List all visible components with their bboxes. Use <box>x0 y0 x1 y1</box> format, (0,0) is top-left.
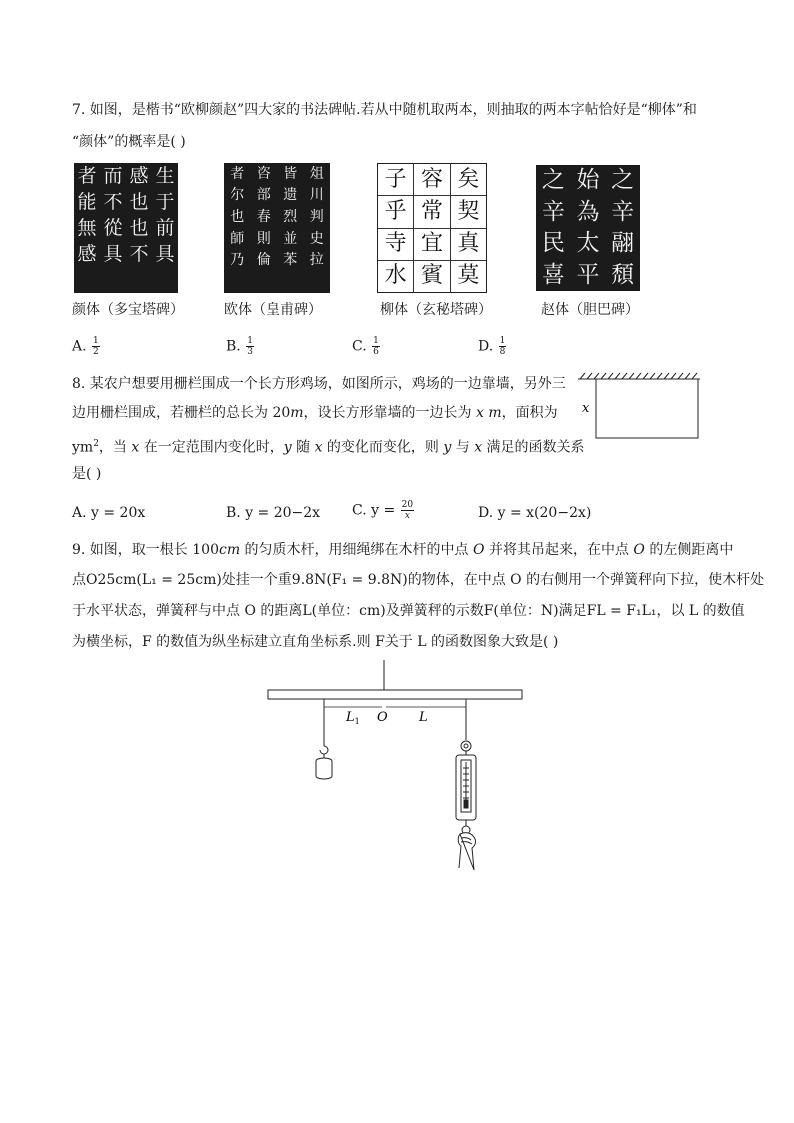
calligraphy-char: 咨 <box>256 165 271 182</box>
spring-scale <box>456 699 476 834</box>
calligraphy-char: 能 <box>77 190 97 213</box>
calligraphy-char: 俎 <box>309 165 324 182</box>
calligraphy-char: 而 <box>103 164 123 187</box>
fence-outline <box>596 379 698 438</box>
calligraphy-char: 遗 <box>283 187 298 204</box>
lever-spring-scale-figure <box>260 660 530 875</box>
calligraphy-char: 川 <box>309 187 324 204</box>
fraction: $\frac{1}{8}$ <box>499 336 506 357</box>
q8-stem-line1: 8. 某农户想要用栅栏围成一个长方形鸡场，如图所示，鸡场的一边靠墙，另外三 <box>72 376 566 392</box>
calligraphy-char: 感 <box>129 164 149 187</box>
calligraphy-char: 烈 <box>283 209 298 226</box>
caption-zhao: 赵体（胆巴碑） <box>541 302 639 318</box>
calligraphy-char: 為 <box>576 198 600 225</box>
calligraphy-char: 感 <box>77 242 97 265</box>
q7-option-c[interactable]: C. $\frac{1}{6}$ <box>352 336 379 357</box>
calligraphy-char: 師 <box>230 230 245 247</box>
q9-stem-line4: 为横坐标，F 的数值为纵坐标建立直角坐标系.则 F关于 L 的函数图象大致是( ) <box>72 634 559 650</box>
calligraphy-char: 矣 <box>451 164 486 195</box>
calligraphy-char: 太 <box>576 230 600 257</box>
calligraphy-char: 常 <box>414 196 449 227</box>
calligraphy-char: 子 <box>378 164 413 195</box>
calligraphy-char: 翮 <box>611 230 635 257</box>
fraction: $\frac{1}{3}$ <box>247 336 253 357</box>
calligraphy-char: 春 <box>256 209 271 226</box>
calligraphy-char: 皆 <box>283 165 298 182</box>
calligraphy-char: 乎 <box>378 196 413 227</box>
fraction: $\frac{1}{6}$ <box>373 336 379 357</box>
calligraphy-char: 則 <box>256 230 271 247</box>
calligraphy-char: 于 <box>155 190 175 213</box>
calligraphy-char: 喜 <box>541 261 565 288</box>
calligraphy-char: 辛 <box>611 198 635 225</box>
o-label: O <box>377 710 388 725</box>
calligraphy-char: 平 <box>576 261 600 288</box>
q8-option-c[interactable]: C. y = $\frac{20}{x}$ <box>352 500 414 521</box>
q8-option-a[interactable]: A. y = 20x <box>72 505 146 521</box>
calligraphy-char: 生 <box>155 164 175 187</box>
calligraphy-char: 具 <box>155 242 175 265</box>
weight-object <box>316 699 332 779</box>
calligraphy-char: 辛 <box>541 198 565 225</box>
calligraphy-char: 者 <box>230 165 245 182</box>
side-x-label: x <box>582 401 590 416</box>
calligraphy-char: 契 <box>451 196 486 227</box>
q7-option-d[interactable]: D. $\frac{1}{8}$ <box>478 336 506 357</box>
q9-stem-line2: 点O25cm(L₁ = 25cm)处挂一个重9.8N(F₁ = 9.8N)的物体，在中点 O 的右侧用一个弹簧秤向下拉，使木杆处 <box>72 572 765 588</box>
caption-yan: 颜体（多宝塔碑） <box>72 302 184 318</box>
calligraphy-char: 判 <box>309 209 324 226</box>
chicken-coop-figure <box>575 370 705 445</box>
calligraphy-char: 民 <box>541 230 565 257</box>
q9-stem-line3: 于水平状态，弹簧秤与中点 O 的距离L(单位：cm)及弹簧秤的示数F(单位：N)满足FL = F₁L₁，以 L 的数值 <box>72 603 745 619</box>
q7-stem-line2: “颜体”的概率是( ) <box>72 134 186 150</box>
l-label: L <box>419 710 428 725</box>
calligraphy-char: 不 <box>129 242 149 265</box>
wall-hatching <box>578 373 700 379</box>
q7-option-b[interactable]: B. $\frac{1}{3}$ <box>226 336 253 357</box>
fraction: $\frac{1}{2}$ <box>93 336 99 357</box>
calligraphy-char: 前 <box>155 216 175 239</box>
zhao-calligraphy-image <box>536 165 640 291</box>
calligraphy-char: 者 <box>77 164 97 187</box>
calligraphy-char: 也 <box>129 216 149 239</box>
calligraphy-char: 並 <box>283 230 298 247</box>
calligraphy-char: 拉 <box>309 252 324 269</box>
q9-stem-line1: 9. 如图，取一根长 100cm 的匀质木杆，用细绳绑在木杆的中点 O 并将其吊起来，在中点 O 的左侧距离中 <box>72 542 734 558</box>
calligraphy-char: 不 <box>103 190 123 213</box>
ou-calligraphy-image <box>224 163 330 293</box>
calligraphy-char: 之 <box>611 167 635 194</box>
wooden-rod <box>268 690 522 699</box>
calligraphy-char: 水 <box>378 261 413 292</box>
calligraphy-char: 苯 <box>283 252 298 269</box>
calligraphy-char: 史 <box>309 230 324 247</box>
calligraphy-char: 乃 <box>230 252 245 269</box>
q8-stem-line4: 是( ) <box>72 466 102 482</box>
calligraphy-char: 部 <box>256 187 271 204</box>
caption-liu: 柳体（玄秘塔碑） <box>380 302 492 318</box>
calligraphy-char: 尔 <box>230 187 245 204</box>
liu-calligraphy-image <box>377 163 487 293</box>
calligraphy-char: 之 <box>541 167 565 194</box>
calligraphy-char: 真 <box>451 229 486 260</box>
q8-option-d[interactable]: D. y = x(20−2x) <box>478 505 592 521</box>
calligraphy-char: 宜 <box>414 229 449 260</box>
calligraphy-char: 始 <box>576 167 600 194</box>
q8-option-b[interactable]: B. y = 20−2x <box>226 505 321 521</box>
q8-stem-line3: $ym^2$，当 x 在一定范围内变化时，y 随 x 的变化而变化，则 y 与 x 满足的函数关系 <box>72 439 585 456</box>
distance-markers <box>324 702 466 707</box>
q7-option-a[interactable]: A. $\frac{1}{2}$ <box>72 336 99 357</box>
calligraphy-char: 倫 <box>256 252 271 269</box>
hand-icon <box>458 833 475 870</box>
q8-stem-line2: 边用栅栏围成，若栅栏的总长为 20m，设长方形靠墙的一边长为 x m，面积为 <box>72 405 558 421</box>
calligraphy-char: 也 <box>230 209 245 226</box>
calligraphy-char: 莫 <box>451 261 486 292</box>
calligraphy-char: 具 <box>103 242 123 265</box>
calligraphy-char: 無 <box>77 216 97 239</box>
calligraphy-char: 也 <box>129 190 149 213</box>
fraction: $\frac{20}{x}$ <box>401 500 414 521</box>
caption-ou: 欧体（皇甫碑） <box>224 302 322 318</box>
yan-calligraphy-image <box>74 163 178 293</box>
calligraphy-char: 寺 <box>378 229 413 260</box>
calligraphy-char: 從 <box>103 216 123 239</box>
calligraphy-char: 容 <box>414 164 449 195</box>
calligraphy-char: 頹 <box>611 261 635 288</box>
q7-stem-line1: 7. 如图，是楷书“欧柳颜赵”四大家的书法碑帖.若从中随机取两本，则抽取的两本字帖恰好是“柳体”和 <box>72 102 697 118</box>
l1-label: $L_1$ <box>346 710 360 726</box>
calligraphy-char: 賓 <box>414 261 449 292</box>
